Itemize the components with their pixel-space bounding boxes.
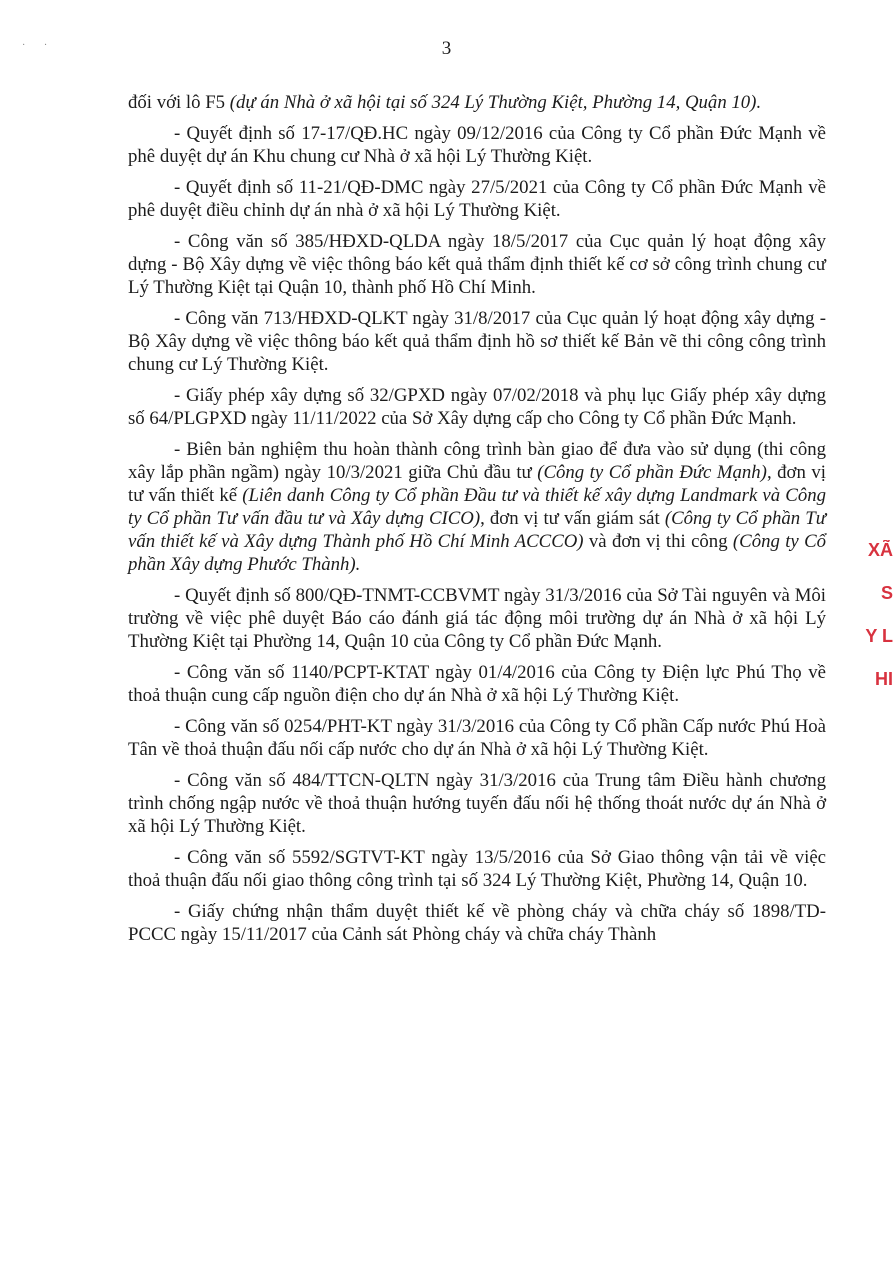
text: - Công văn số 0254/PHT-KT ngày 31/3/2016 của Công ty Cổ phần Cấp nước Phú Hoà Tân về thoả thuận đấu nối cấp nước cho dự án Nhà ở xã hội Lý Thường Kiệt. xyxy=(128,716,826,760)
text: - Quyết định số 17-17/QĐ.HC ngày 09/12/2016 của Công ty Cổ phần Đức Mạnh về phê duyệt dự án Khu chung cư Nhà ở xã hội Lý Thường Kiệt. xyxy=(128,123,826,167)
text: - Công văn 713/HĐXD-QLKT ngày 31/8/2017 của Cục quản lý hoạt động xây dựng - Bộ Xây dựng về việc thông báo kết quả thẩm định hồ sơ thiết kế Bản vẽ thi công công trình chung cư Lý Thường Kiệt. xyxy=(128,308,826,375)
text: - Công văn số 385/HĐXD-QLDA ngày 18/5/2017 của Cục quản lý hoạt động xây dựng - Bộ Xây dựng về việc thông báo kết quả thẩm định thiết kế cơ sở công trình chung cư Lý Thường Kiệt tại Quận 10, thành phố Hồ Chí Minh. xyxy=(128,231,826,298)
stamp-text: XÃ xyxy=(867,540,893,560)
page-number: 3 xyxy=(441,38,452,59)
stamp-text: HI xyxy=(875,669,893,689)
text: đối với lô F5 xyxy=(128,92,230,113)
document-body xyxy=(128,91,826,954)
scan-specks: · · xyxy=(22,40,56,51)
stamp-text: S xyxy=(880,583,893,603)
stamp-text: Y L xyxy=(865,626,893,646)
italic-text: (Công ty Cổ phần Đức Mạnh) xyxy=(537,462,767,483)
paragraph xyxy=(128,122,826,168)
paragraph xyxy=(128,91,826,114)
paragraph xyxy=(128,846,826,892)
paragraph xyxy=(128,584,826,653)
italic-text: (dự án Nhà ở xã hội tại số 324 Lý Thường Kiệt, Phường 14, Quận 10). xyxy=(229,92,762,113)
italic-text: (Liên danh Công ty Cổ phần Đầu tư và thiết kế xây dựng Landmark và Công ty Cổ phần Tư vấn đầu tư và Xây dựng CICO) xyxy=(128,485,827,529)
text: , đơn vị tư vấn giám sát xyxy=(480,508,665,529)
red-stamp-fragment xyxy=(865,540,893,770)
paragraph xyxy=(128,307,826,376)
text: - Quyết định số 11-21/QĐ-DMC ngày 27/5/2021 của Công ty Cổ phần Đức Mạnh về phê duyệt điều chỉnh dự án nhà ở xã hội Lý Thường Kiệt. xyxy=(128,177,826,221)
italic-text: (Công ty Cổ phần Xây dựng Phước Thành). xyxy=(128,531,827,575)
text: và đơn vị thi công xyxy=(583,531,733,552)
paragraph xyxy=(128,176,826,222)
text: - Công văn số 484/TTCN-QLTN ngày 31/3/2016 của Trung tâm Điều hành chương trình chống ngập nước về thoả thuận hướng tuyến đấu nối hệ thống thoát nước dự án Nhà ở xã hội Lý Thường Kiệt. xyxy=(128,770,826,837)
text: - Công văn số 1140/PCPT-KTAT ngày 01/4/2016 của Công ty Điện lực Phú Thọ về thoả thuận cung cấp nguồn điện cho dự án Nhà ở xã hội Lý Thường Kiệt. xyxy=(128,662,826,706)
paragraph xyxy=(128,230,826,299)
paragraph xyxy=(128,900,826,946)
paragraph xyxy=(128,384,826,430)
paragraph xyxy=(128,769,826,838)
paragraph xyxy=(128,661,826,707)
paragraph xyxy=(128,438,826,576)
text: - Quyết định số 800/QĐ-TNMT-CCBVMT ngày 31/3/2016 của Sở Tài nguyên và Môi trường về việc phê duyệt Báo cáo đánh giá tác động môi trường dự án Nhà ở xã hội Lý Thường Kiệt tại Phường 14, Quận 10 của Công ty Cổ phần Đức Mạnh. xyxy=(128,585,826,652)
text: - Công văn số 5592/SGTVT-KT ngày 13/5/2016 của Sở Giao thông vận tải về việc thoả thuận đấu nối giao thông công trình tại số 324 Lý Thường Kiệt, Phường 14, Quận 10. xyxy=(128,847,826,891)
text: - Biên bản nghiệm thu hoàn thành công trình bàn giao để đưa vào sử dụng (thi công xây lắp phần ngầm) ngày 10/3/2021 giữa Chủ đầu tư xyxy=(128,439,826,483)
paragraph xyxy=(128,715,826,761)
italic-text: (Công ty Cổ phần Tư vấn thiết kế và Xây dựng Thành phố Hồ Chí Minh ACCCO) xyxy=(128,508,826,552)
text: - Giấy phép xây dựng số 32/GPXD ngày 07/02/2018 và phụ lục Giấy phép xây dựng số 64/PLGPXD ngày 11/11/2022 của Sở Xây dựng cấp cho Công ty Cổ phần Đức Mạnh. xyxy=(128,385,826,429)
text: , đơn vị tư vấn thiết kế xyxy=(128,462,826,506)
text: - Giấy chứng nhận thẩm duyệt thiết kế về phòng cháy và chữa cháy số 1898/TD-PCCC ngày 15/11/2017 của Cảnh sát Phòng cháy và chữa cháy Thành xyxy=(128,901,826,945)
